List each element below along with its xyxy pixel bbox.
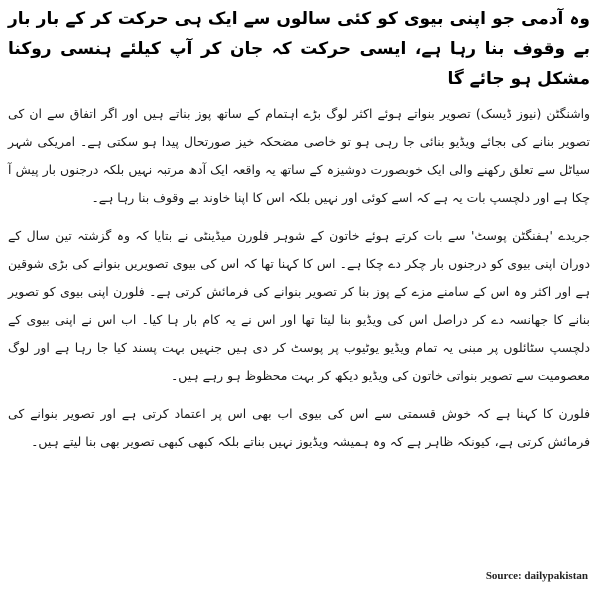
paragraph-body: جریدے 'ہفنگٹن پوسٹ' سے بات کرتے ہوئے خاتون کے شوہر فلورن میڈینٹی نے بتایا کہ وہ گزشتہ تین سال کے دوران اپنی بیوی کو درجنوں بار چکر دے چکا ہے۔ اس کا کہنا تھا کہ اس کی بیوی تصویریں بنوانے کی بڑی شوقین ہے اور اکثر وہ اس کے سامنے مزے کے پوز بنا کر تصویر بنوانے کی فرمائش کرتی ہے۔ فلورن اپنی بیوی کو تصویر بنانے کا جھانسہ دے کر دراصل اس کی ویڈیو بنا لیتا تھا اور اس نے یہ کام بار ہا کیا۔ اب اس نے اپنی بیوی کے دلچسپ سٹائلوں پر مبنی یہ تمام ویڈیو یوٹیوب پر پوسٹ کر دی ہیں جنہیں بہت پسند کیا جا رہا ہے اور لوگ معصومیت سے تصویر بنواتی خاتون کی ویڈیو دیکھ کر بہت محظوظ ہو رہے ہیں۔ (8, 228, 590, 383)
headline: وہ آدمی جو اپنی بیوی کو کئی سالوں سے ایک ہی حرکت کر کے بار بار بے وقوف بنا رہا ہے، ایسی حرکت کہ جان کر آپ کیلئے ہنسی روکنا مشکل ہو جائے گا (8, 9, 590, 89)
paragraph-intro: واشنگٹن (نیوز ڈیسک) تصویر بنواتے ہوئے اکثر لوگ بڑے اہتمام کے ساتھ پوز بناتے ہیں اور اگر اتفاق سے ان کی تصویر بنانے کی بجائے ویڈیو بنائی جا رہی ہو تو خاصی مضحکہ خیز صورتحال پیدا ہو سکتی ہے۔ امریکی شہر سیاٹل سے تعلق رکھنے والی ایک خوبصورت دوشیزہ کے ساتھ یہ واقعہ ایک آدھ مرتبہ نہیں بلکہ درجنوں بار پیش آ چکا ہے اور دلچسپ بات یہ ہے کہ اسے کوئی اور نہیں بلکہ اس کا اپنا خاوند بے وقوف بنا رہا ہے۔ (8, 106, 590, 205)
source-credit: Source: dailypakistan (485, 570, 588, 582)
paragraph-closing: فلورن کا کہنا ہے کہ خوش قسمتی سے اس کی بیوی اب بھی اس پر اعتماد کرتی ہے اور تصویر بنوانے کی فرمائش کرتی ہے، کیونکہ ظاہر ہے کہ وہ ہمیشہ ویڈیوز نہیں بناتے بلکہ کبھی کبھی تصویر بھی بنا لیتے ہیں۔ (8, 406, 590, 449)
